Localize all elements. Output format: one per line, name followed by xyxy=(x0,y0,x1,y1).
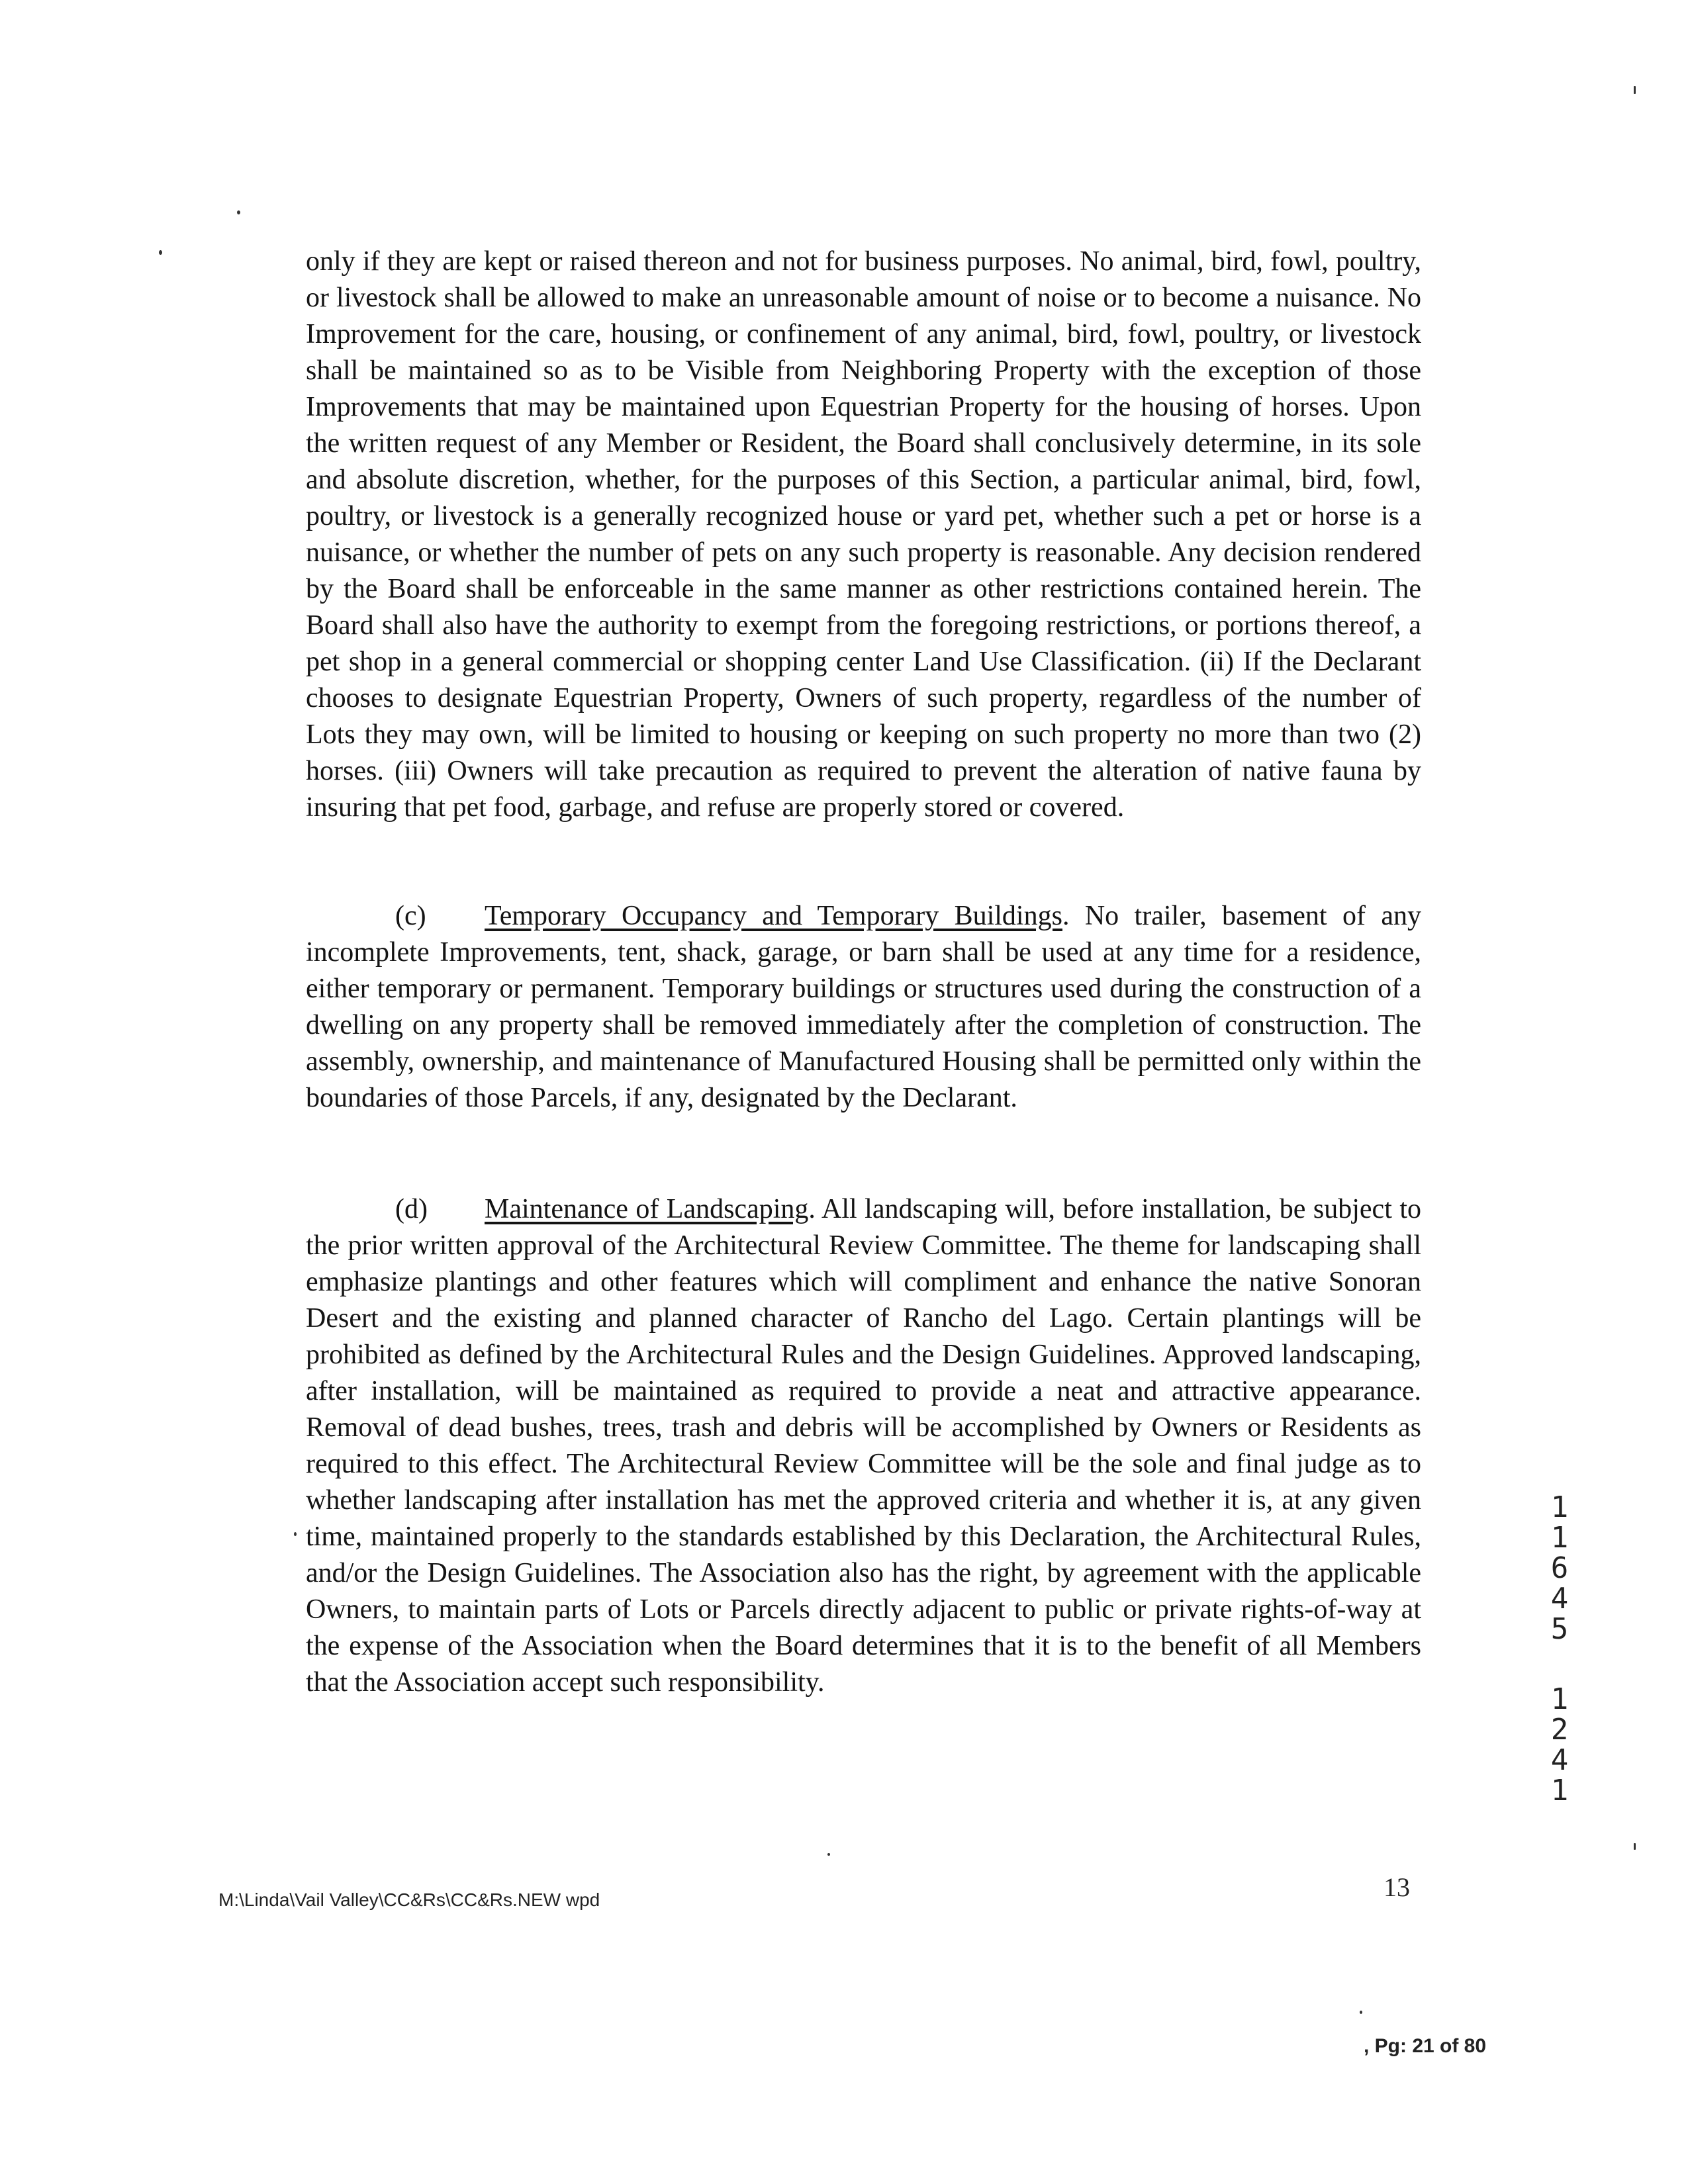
scan-speck xyxy=(294,1532,297,1536)
stamp-digit: 4 xyxy=(1550,1743,1569,1777)
stamp-digit: 1 xyxy=(1550,1490,1569,1524)
stamp-digit: 1 xyxy=(1550,1682,1569,1716)
margin-stamp-upper xyxy=(1548,1492,1571,1645)
section-heading-temporary-occupancy: Temporary Occupancy and Temporary Buildings xyxy=(485,901,1062,931)
section-label-c: (c) xyxy=(395,901,426,931)
scan-speck xyxy=(1634,1843,1636,1850)
scan-speck xyxy=(827,1853,830,1856)
stamp-digit: 4 xyxy=(1550,1582,1569,1615)
section-body-landscaping: . All landscaping will, before installation, be subject to the prior written approval of the Architectural Review Committee. The theme for landscaping shall emphasize plantings and other features which will compliment and enhance the native Sonoran Desert and the existing and planned character of Rancho del Lago. Certain plantings will be prohibited as defined by the Architectural Rules and the Design Guidelines. Approved landscaping, after installation, will be maintained as required to provide a neat and attractive appearance. Removal of dead bushes, trees, trash and debris will be accomplished by Owners or Residents as required to this effect. The Architectural Review Committee will be the sole and final judge as to whether landscaping after installation has met the approved criteria and whether it is, at any given time, maintained properly to the standards established by this Declaration, the Architectural Rules, and/or the Design Guidelines. The Association also has the right, by agreement with the applicable Owners, to maintain parts of Lots or Parcels directly adjacent to public or private rights-of-way at the expense of the Association when the Board determines that it is to the benefit of all Members that the Association accept such responsibility. xyxy=(306,1194,1421,1698)
scan-speck xyxy=(1634,86,1636,94)
section-label-d: (d) xyxy=(395,1194,428,1224)
recorder-page-count: , Pg: 21 of 80 xyxy=(1364,2035,1487,2057)
stamp-digit: 1 xyxy=(1550,1774,1569,1807)
stamp-digit: 1 xyxy=(1550,1521,1569,1555)
scan-speck xyxy=(1360,2011,1362,2014)
scan-speck xyxy=(237,210,240,214)
section-heading-landscaping: Maintenance of Landscaping xyxy=(485,1194,809,1224)
stamp-digit: 6 xyxy=(1550,1551,1569,1585)
footer-file-path: M:\Linda\Vail Valley\CC&Rs\CC&Rs.NEW wpd xyxy=(218,1889,600,1910)
paragraph-landscaping xyxy=(306,1191,1421,1701)
section-body-temporary-occupancy: . No trailer, basement of any incomplete Improvements, tent, shack, garage, or barn shall be used at any time for a residence, either temporary or permanent. Temporary buildings or structures used during the construction of a dwelling on any property shall be removed immediately after the completion of construction. The assembly, ownership, and maintenance of Manufactured Housing shall be permitted only within the boundaries of those Parcels, if any, designated by the Declarant. xyxy=(306,901,1421,1113)
stamp-digit: 2 xyxy=(1550,1713,1569,1747)
stamp-digit: 5 xyxy=(1550,1612,1569,1646)
page-number: 13 xyxy=(1383,1872,1410,1902)
paragraph-temporary-occupancy xyxy=(306,898,1421,1116)
scan-speck xyxy=(159,250,162,255)
paragraph-pets: only if they are kept or raised thereon and not for business purposes. No animal, bird, fowl, poultry, or livestock shall be allowed to make an unreasonable amount of noise or to become a nuisance. No Improvement for the care, housing, or confinement of any animal, bird, fowl, poultry, or livestock shall be maintained so as to be Visible from Neighboring Property with the exception of those Improvements that may be maintained upon Equestrian Property for the housing of horses. Upon the written request of any Member or Resident, the Board shall conclusively determine, in its sole and absolute discretion, whether, for the purposes of this Section, a particular animal, bird, fowl, poultry, or livestock is a generally recognized house or yard pet, whether such a pet or horse is a nuisance, or whether the number of pets on any such property is reasonable. Any decision rendered by the Board shall be enforceable in the same manner as other restrictions contained herein. The Board shall also have the authority to exempt from the foregoing restrictions, or portions thereof, a pet shop in a general commercial or shopping center Land Use Classification. (ii) If the Declarant chooses to designate Equestrian Property, Owners of such property, regardless of the number of Lots they may own, will be limited to housing or keeping on such property no more than two (2) horses. (iii) Owners will take precaution as required to prevent the alteration of native fauna by insuring that pet food, garbage, and refuse are properly stored or covered. xyxy=(306,246,1421,823)
margin-stamp-lower xyxy=(1548,1684,1571,1806)
